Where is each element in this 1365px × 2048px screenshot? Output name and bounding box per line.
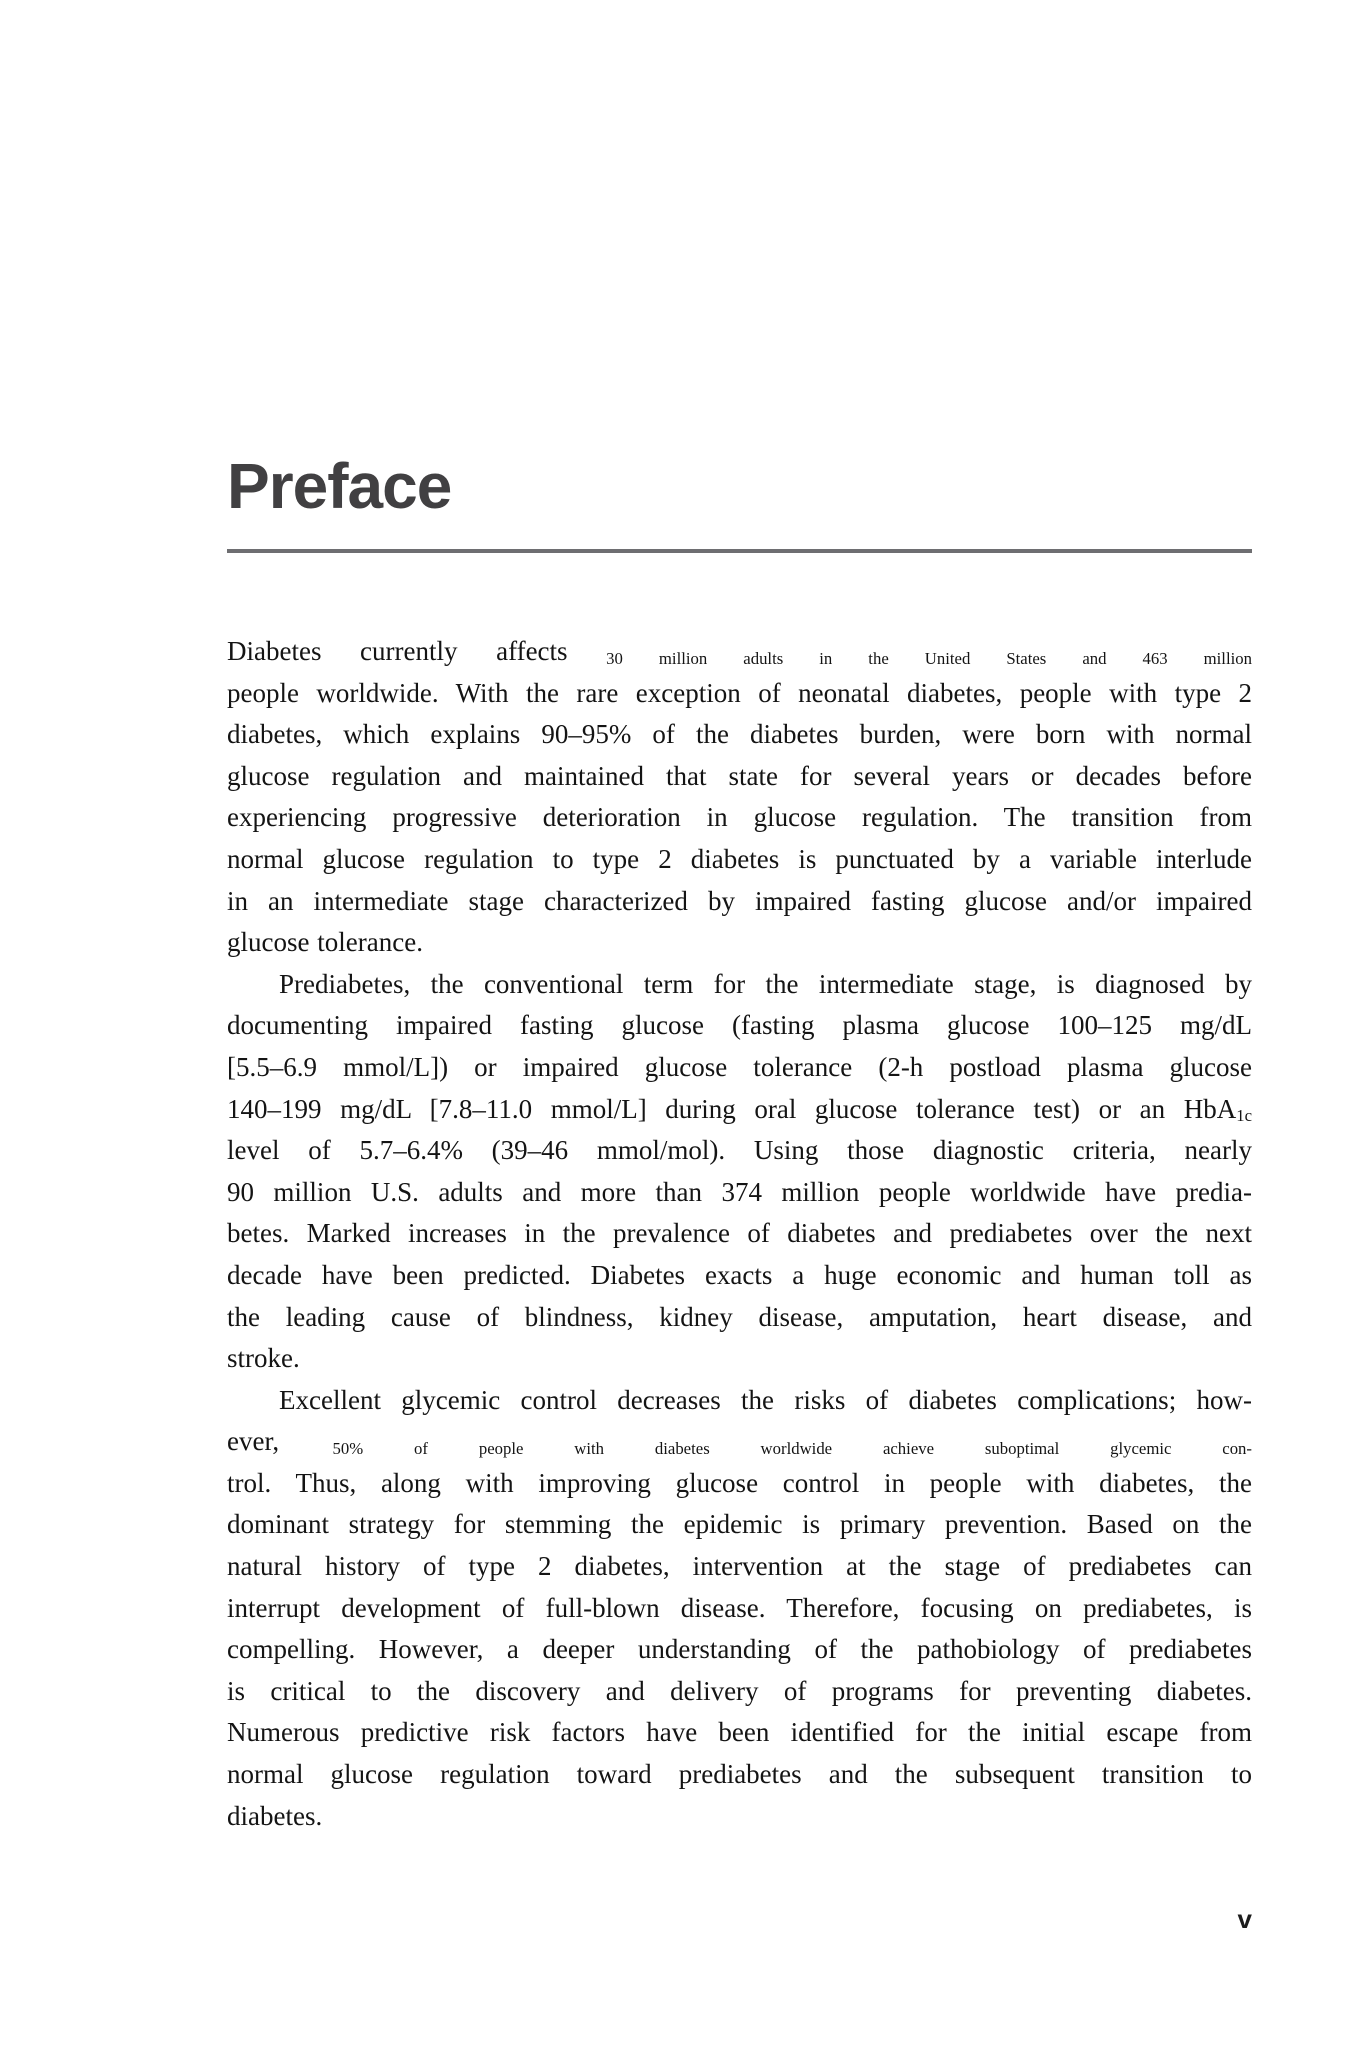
text-line: people worldwide. With the rare exception of neonatal diabetes, people with type 2 [227, 677, 1252, 708]
text-line: the leading cause of blindness, kidney disease, amputation, heart disease, and [227, 1301, 1252, 1332]
paragraph [227, 1380, 1252, 1838]
text-line: decade have been predicted. Diabetes exacts a huge economic and human toll as [227, 1259, 1252, 1290]
text-line: diabetes, which explains 90–95% of the diabetes burden, were born with normal [227, 719, 1252, 750]
text-line: documenting impaired fasting glucose (fasting plasma glucose 100–125 mg/dL [227, 1010, 1252, 1041]
text-line: glucose tolerance. [227, 927, 423, 958]
text-line: betes. Marked increases in the prevalence of diabetes and prediabetes over the next [227, 1218, 1252, 1249]
text-line: Prediabetes, the conventional term for the intermediate stage, is diagnosed by [279, 968, 1252, 999]
text-line: in an intermediate stage characterized by impaired fasting glucose and/or impaired [227, 885, 1252, 916]
text-line: Excellent glycemic control decreases the risks of diabetes complications; how- [279, 1384, 1252, 1415]
text-line: Numerous predictive risk factors have been identified for the initial escape from [227, 1717, 1252, 1748]
text-line: compelling. However, a deeper understanding of the pathobiology of prediabetes [227, 1634, 1252, 1665]
text-line: is critical to the discovery and delivery of programs for preventing diabetes. [227, 1675, 1252, 1706]
text-line: natural history of type 2 diabetes, intervention at the stage of prediabetes can [227, 1551, 1252, 1582]
text-line: diabetes. [227, 1800, 323, 1831]
text-line: experiencing progressive deterioration in glucose regulation. The transition from [227, 802, 1252, 833]
body-text [227, 631, 1252, 1837]
subscript: 30 million adults in the United States and 463 million [606, 648, 1252, 668]
text-line: 90 million U.S. adults and more than 374 million people worldwide have predia- [227, 1176, 1252, 1207]
subscript: 1c [1236, 1106, 1252, 1126]
text-line: level of 5.7–6.4% (39–46 mmol/mol). Using those diagnostic criteria, nearly [227, 1135, 1252, 1166]
page-number: v [1237, 1904, 1252, 1934]
subscript: 50% of people with diabetes worldwide achieve suboptimal glycemic con- [332, 1438, 1252, 1458]
text-line: Diabetes currently affects $_{30 million adults in the United States and 463 million}$ [227, 636, 1252, 668]
text-line: ever, $_{50\% of people with diabetes worldwide achieve suboptimal glycemic con-}$ [227, 1426, 1252, 1458]
text-line: normal glucose regulation to type 2 diabetes is punctuated by a variable interlude [227, 843, 1252, 874]
text-line: normal glucose regulation toward prediabetes and the subsequent transition to [227, 1759, 1252, 1790]
text-line: interrupt development of full-blown disease. Therefore, focusing on prediabetes, is [227, 1592, 1252, 1623]
paragraph [227, 964, 1252, 1380]
text-line: [5.5–6.9 mmol/L]) or impaired glucose tolerance (2-h postload plasma glucose [227, 1051, 1252, 1082]
title-divider-rule [227, 549, 1252, 553]
page-title: Preface [227, 450, 452, 522]
text-line: trol. Thus, along with improving glucose control in people with diabetes, the [227, 1467, 1252, 1498]
text-line: stroke. [227, 1343, 300, 1374]
paragraph [227, 631, 1252, 964]
text-line: 140–199 mg/dL [7.8–11.0 mmol/L] during oral glucose tolerance test) or an HbA$_{1c}$ [227, 1093, 1252, 1126]
text-line: glucose regulation and maintained that state for several years or decades before [227, 760, 1252, 791]
text-line: dominant strategy for stemming the epidemic is primary prevention. Based on the [227, 1509, 1252, 1540]
